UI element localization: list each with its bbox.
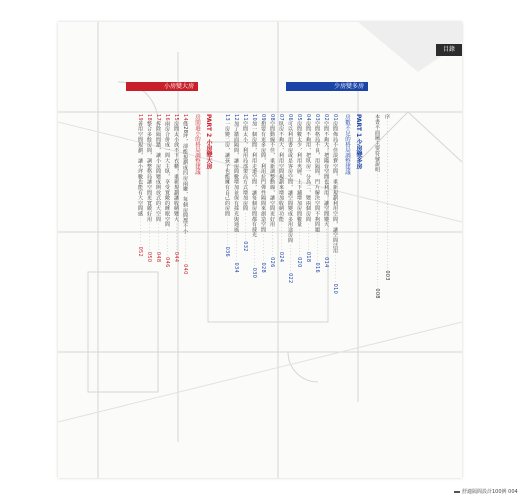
entry-number: 08 <box>269 114 275 121</box>
toc-entry[interactable]: 03空間格局不良，用隔間、門片解決空間不夠問題 · · · · · · · · · 016 <box>314 114 320 273</box>
toc-entry[interactable]: 02空間不夠大，把陽台空間也利用，讓空間變大 · · · · · · · · · 014 <box>323 114 329 268</box>
entry-page: 050 <box>146 251 152 263</box>
entry-page: 024 <box>278 251 284 263</box>
page-footer <box>454 488 518 495</box>
book-symbols-entry[interactable]: 本書平面圖主要符號說明 · · · · · · · · · · · · · · · · · · · · · · · · · · · · · · · · · · · · 008 <box>374 114 380 299</box>
toc-entry[interactable]: 11空間太小，利用局部架高方式增加房間 · · · · · · · · · 032 <box>242 114 248 252</box>
entry-number: 19 <box>137 114 143 121</box>
part2-intro: 房間過小的格局調整建議 <box>194 114 200 175</box>
entry-number: 04 <box>305 114 311 121</box>
toc-tab: 目錄 <box>436 44 462 56</box>
entry-title: 空間格局不良，用隔間、門片解決空間不夠問題 <box>314 120 320 233</box>
entry-number: 02 <box>323 114 329 121</box>
entry-page: 044 <box>173 251 179 263</box>
entry-title: 一房變二房，讓孩子也能擁有自己的房間 <box>224 120 230 217</box>
toc-entry[interactable]: 09想要有更多房間，利用拉門彈性隔間來創造空間 · · · · · · · · · 028 <box>260 114 266 273</box>
toc-entry[interactable]: 01房間佈局不佳浪費空間，重新規劃利用空間，讓空間活用 · · · · · · · · · 010 <box>332 114 338 295</box>
entry-title: 房間不夠用，把臥房一分為二，變兩個房間 <box>305 120 311 222</box>
entry-number: 17 <box>155 114 161 121</box>
toc-entry[interactable]: 19善用空間規劃，讓小坪數也能有大空間感 · · · · · · · · · 052 <box>137 114 143 258</box>
entry-title: 加一個房間，利用走道空間，讓每個房間都有採光 <box>251 120 257 238</box>
toc-entry[interactable]: 12加了牆面隔間，讓房間數增加並保有採光與通風 · · · · · · · · · 034 <box>233 114 239 273</box>
entry-page: 036 <box>224 246 230 258</box>
entry-page: 028 <box>260 262 266 273</box>
entry-page: 048 <box>155 251 161 263</box>
toc-entry[interactable]: 04房間不夠用，把臥房一分為二，變兩個房間 · · · · · · · · · 018 <box>305 114 311 263</box>
toc-entry[interactable]: 07臥房不夠大，利用空間規劃來增加收納功能 · · · · · · · · · 024 <box>278 114 284 263</box>
entry-number: 07 <box>278 114 284 121</box>
entry-page: 026 <box>269 257 275 268</box>
toc-entry[interactable]: 16兩房合併成一間大主臥，享受寬敞的睡眠空間 · · · · · · · · · 046 <box>164 114 170 268</box>
entry-number: 18 <box>146 114 152 121</box>
entry-title: 空間動線不佳，重新調整動線，讓空間更好用 <box>269 120 275 227</box>
entry-title: 加了牆面隔間，讓房間數增加並保有採光與通風 <box>233 120 239 233</box>
toc-page <box>58 22 518 495</box>
entry-page: 018 <box>305 251 311 263</box>
entry-page: 032 <box>242 241 248 252</box>
entry-title: 房間數太少，利用夾層、上下舖增加房間數量 <box>296 120 302 227</box>
entry-title: 空間太小，利用局部架高方式增加房間 <box>242 120 248 212</box>
toc-entry[interactable]: 13一房變二房，讓孩子也能擁有自己的房間 · · · · · · · · · 036 <box>224 114 230 258</box>
entry-title: 整合多餘房間，調整格局讓空間更寬敞好用 <box>146 120 152 222</box>
entry-number: 11 <box>242 114 248 121</box>
entry-number: 12 <box>233 114 239 121</box>
footer-page-number: 004 <box>508 489 518 495</box>
entry-title: 房間佈局不佳浪費空間，重新規劃利用空間，讓空間活用 <box>332 120 338 254</box>
entry-page: 046 <box>164 257 170 268</box>
part2-title: PART 2 小房變大房 <box>205 114 212 170</box>
entry-page: 014 <box>323 257 329 268</box>
toc-entry[interactable]: 08空間動線不佳，重新調整動線，讓空間更好用 · · · · · · · · · 026 <box>269 114 275 268</box>
entry-title: 想要有更多房間，利用拉門彈性隔間來創造空間 <box>260 120 266 233</box>
entry-title: 可以利用書房或是客房空間，讓空間變成多用途房間 <box>287 120 293 243</box>
entry-page: 022 <box>287 273 293 284</box>
part1-title: PART 1 少房變多房 <box>355 114 362 170</box>
entry-number: 16 <box>164 114 170 121</box>
entry-number: 09 <box>260 114 266 121</box>
entry-number: 14 <box>182 114 188 121</box>
toc-entry[interactable]: 17拆除隔間牆，讓小房間變成開放式的大空間 · · · · · · · · · 048 <box>155 114 161 263</box>
preface-label: 序 <box>384 114 390 120</box>
entry-page: 020 <box>296 257 302 268</box>
entry-page: 040 <box>182 264 188 275</box>
toc-entry[interactable]: 05房間數太少，利用夾層、上下舖增加房間數量 · · · · · · · · · 020 <box>296 114 302 268</box>
entry-title: 僅28坪，卻能規劃成四房兩廳，每個房間都不小 <box>182 120 188 234</box>
entry-title: 房間太小放不下衣櫃，重新規劃讓收納變大 <box>173 120 179 222</box>
entry-title: 臥房不夠大，利用空間規劃來增加收納功能 <box>278 120 284 222</box>
entry-title: 拆除隔間牆，讓小房間變成開放式的大空間 <box>155 120 161 222</box>
entry-number: 06 <box>287 114 293 121</box>
section-banner-less-house: 少房變多房 <box>286 82 368 91</box>
toc-entry[interactable]: 14僅28坪，卻能規劃成四房兩廳，每個房間都不小 · · · · · · · · · 040 <box>182 114 188 275</box>
preface-entry[interactable]: 序 · · · · · · · · · · · · · · · · · · · · · · · · · · · · · · · · · · · · · · · · · · · · · · · 003 <box>384 114 390 281</box>
entry-page: 030 <box>251 267 257 279</box>
toc-entry[interactable]: 10加一個房間，利用走道空間，讓每個房間都有採光 · · · · · · · · · 030 <box>251 114 257 279</box>
entry-number: 10 <box>251 114 257 121</box>
toc-entry[interactable]: 18整合多餘房間，調整格局讓空間更寬敞好用 · · · · · · · · · 050 <box>146 114 152 263</box>
entry-title: 空間不夠大，把陽台空間也利用，讓空間變大 <box>323 120 329 227</box>
part1-intro: 房數不足的格局調整建議 <box>344 114 350 175</box>
toc-entry[interactable]: 15房間太小放不下衣櫃，重新規劃讓收納變大 · · · · · · · · · 044 <box>173 114 179 263</box>
section-banner-small-house: 小房變大房 <box>126 82 198 91</box>
entry-title: 兩房合併成一間大主臥，享受寬敞的睡眠空間 <box>164 120 170 227</box>
entry-page: 052 <box>137 246 143 258</box>
footer-title: 舒適隔間設計100例 <box>462 489 507 495</box>
book-symbols-label: 本書平面圖主要符號說明 <box>374 114 380 173</box>
entry-title: 善用空間規劃，讓小坪數也能有大空間感 <box>137 120 143 217</box>
entry-number: 03 <box>314 114 320 121</box>
entry-page: 016 <box>314 262 320 273</box>
toc-entry[interactable]: 06可以利用書房或是客房空間，讓空間變成多用途房間 · · · · · · · · · 022 <box>287 114 293 284</box>
footer-bar <box>454 491 460 493</box>
entry-number: 01 <box>332 114 338 121</box>
entry-page: 010 <box>332 283 338 295</box>
preface-page: 003 <box>384 270 390 281</box>
entry-page: 034 <box>233 262 239 273</box>
book-symbols-page: 008 <box>374 288 380 299</box>
entry-number: 05 <box>296 114 302 121</box>
entry-number: 13 <box>224 114 230 121</box>
entry-number: 15 <box>173 114 179 121</box>
